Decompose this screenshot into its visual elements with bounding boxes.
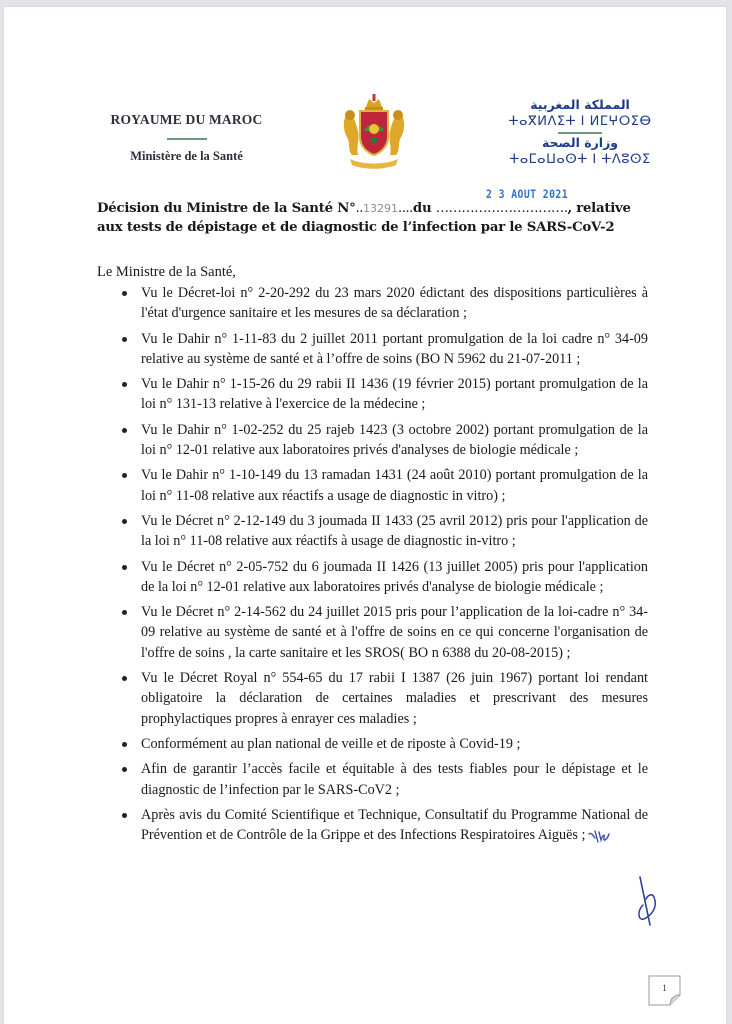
decision-title: [97, 199, 649, 237]
bullet-icon: [122, 742, 127, 747]
list-item: [118, 602, 648, 663]
list-item: [118, 420, 648, 461]
bullet-icon: [122, 428, 127, 433]
list-item-text: Après avis du Comité Scientifique et Technique, Consultatif du Programme National de Prévention et de Contrôle de la Grippe et des Infections Respiratoires Aiguës ;: [141, 806, 648, 844]
title-dots: ....: [397, 201, 413, 216]
title-suffix: , relative: [567, 201, 631, 216]
bullet-icon: [122, 813, 127, 818]
list-item-text: Vu le Dahir n° 1-11-83 du 2 juillet 2011 portant promulgation de la loi cadre n° 34-09 relative au système de santé et à l’offre de soins (BO N 5962 du 21-07-2011 ;: [141, 330, 648, 367]
considerations-list: [118, 283, 648, 850]
list-item: [118, 805, 648, 846]
title-dots: ..: [355, 201, 363, 216]
list-item: [118, 283, 648, 324]
list-item-text: Vu le Dahir n° 1-02-252 du 25 rajeb 1423 (3 octobre 2002) portant promulgation de la loi n° 12-01 relative aux laboratoires privés d'analyses de biologie médicale ;: [141, 421, 648, 459]
list-item: [118, 668, 648, 729]
list-item-text: Vu le Décret n° 2-05-752 du 6 joumada II 1426 (13 juillet 2005) pris pour l'application de la loi n° 12-01 relative aux laboratoires privés d'analyse de biologie médicale ;: [141, 558, 648, 595]
list-item-text: Afin de garantir l’accès facile et équitable à des tests fiables pour le dépistage et le diagnostic de l’infection par le SARS-CoV2 ;: [141, 761, 648, 798]
document-page: [4, 7, 726, 1024]
list-item: [118, 759, 648, 800]
title-prefix: Décision du Ministre de la Santé N°: [97, 201, 356, 216]
list-item: [118, 329, 648, 370]
bullet-icon: [122, 519, 127, 524]
list-item-text: Vu le Décret-loi n° 2-20-292 du 23 mars 2020 édictant des dispositions particulières à l'état d'urgence sanitaire et les mesures de sa déclaration ;: [141, 285, 648, 322]
bullet-icon: [122, 473, 127, 478]
kingdom-arabic: المملكة المغربية: [530, 97, 630, 112]
header-right: [504, 97, 656, 168]
kingdom-label: ROYAUME DU MAROC: [110, 112, 263, 127]
bullet-icon: [122, 767, 127, 772]
list-item: [118, 465, 648, 506]
header-divider: [167, 138, 207, 140]
title-du: du: [412, 201, 436, 216]
ministry-tifinagh: ⵜⴰⵎⴰⵡⴰⵙⵜ ⵏ ⵜⴷⵓⵙⵉ: [509, 152, 651, 167]
list-item: [118, 511, 648, 552]
page-number-badge: [648, 975, 681, 1006]
bullet-icon: [122, 382, 127, 387]
signature-icon: [634, 875, 664, 931]
handwritten-initials-icon: [587, 828, 613, 844]
date-stamp: 2 3 AOUT 2021: [486, 187, 569, 201]
list-item-text: Vu le Décret n° 2-14-562 du 24 juillet 2015 pris pour l’application de la loi-cadre n° 34-09 relative au système de santé et à l'offre de soins en ce qui concerne l'organisation de l'offre de soins , la carte sanitaire et les SROS( BO n 6388 du 20-08-2015) ;: [141, 604, 648, 661]
coat-of-arms-icon: [340, 93, 408, 173]
title-line2: aux tests de dépistage et de diagnostic de l’infection par le SARS-CoV-2: [97, 220, 615, 235]
list-item: [118, 374, 648, 415]
list-item-text: Vu le Dahir n° 1-10-149 du 13 ramadan 1431 (24 août 2010) portant promulgation de la loi n° 11-08 relative aux réactifs a usage de diagnostic in vitro) ;: [141, 467, 648, 504]
list-item: [118, 557, 648, 598]
date-placeholder-dots: ………………………….: [435, 201, 568, 216]
page-number: 1: [662, 983, 667, 993]
decision-number: 13291: [362, 202, 398, 215]
ministry-arabic: وزارة الصحة: [541, 135, 619, 150]
list-item-text: Conformément au plan national de veille et de riposte à Covid-19 ;: [141, 735, 521, 752]
list-item-text: Vu le Dahir n° 1-15-26 du 29 rabii II 1436 (19 février 2015) portant promulgation de la loi n° 131-13 relative à l'exercice de la médecine ;: [141, 376, 648, 413]
list-item-text: Vu le Décret n° 2-12-149 du 3 joumada II 1433 (25 avril 2012) pris pour l'application de la loi n° 11-08 relative aux réactifs à usage de diagnostic in-vitro ;: [141, 512, 648, 550]
header-left: [99, 112, 274, 164]
bullet-icon: [122, 610, 127, 615]
bullet-icon: [122, 565, 127, 570]
list-item: [118, 734, 648, 754]
kingdom-tifinagh: ⵜⴰⴳⵍⴷⵉⵜ ⵏ ⵍⵎⵖⵔⵉⴱ: [508, 114, 652, 129]
intro-text: Le Ministre de la Santé,: [97, 264, 236, 280]
ministry-label: Ministère de la Santé: [130, 149, 243, 163]
bullet-icon: [122, 676, 127, 681]
bullet-icon: [122, 291, 127, 296]
bullet-icon: [122, 337, 127, 342]
list-item-text: Vu le Décret Royal n° 554-65 du 17 rabii I 1387 (26 juin 1967) portant loi rendant obligatoire la déclaration de certaines maladies et prescrivant des mesures prophylactiques propres à enrayer ces maladies ;: [141, 670, 648, 727]
header-right-divider: [558, 132, 602, 134]
